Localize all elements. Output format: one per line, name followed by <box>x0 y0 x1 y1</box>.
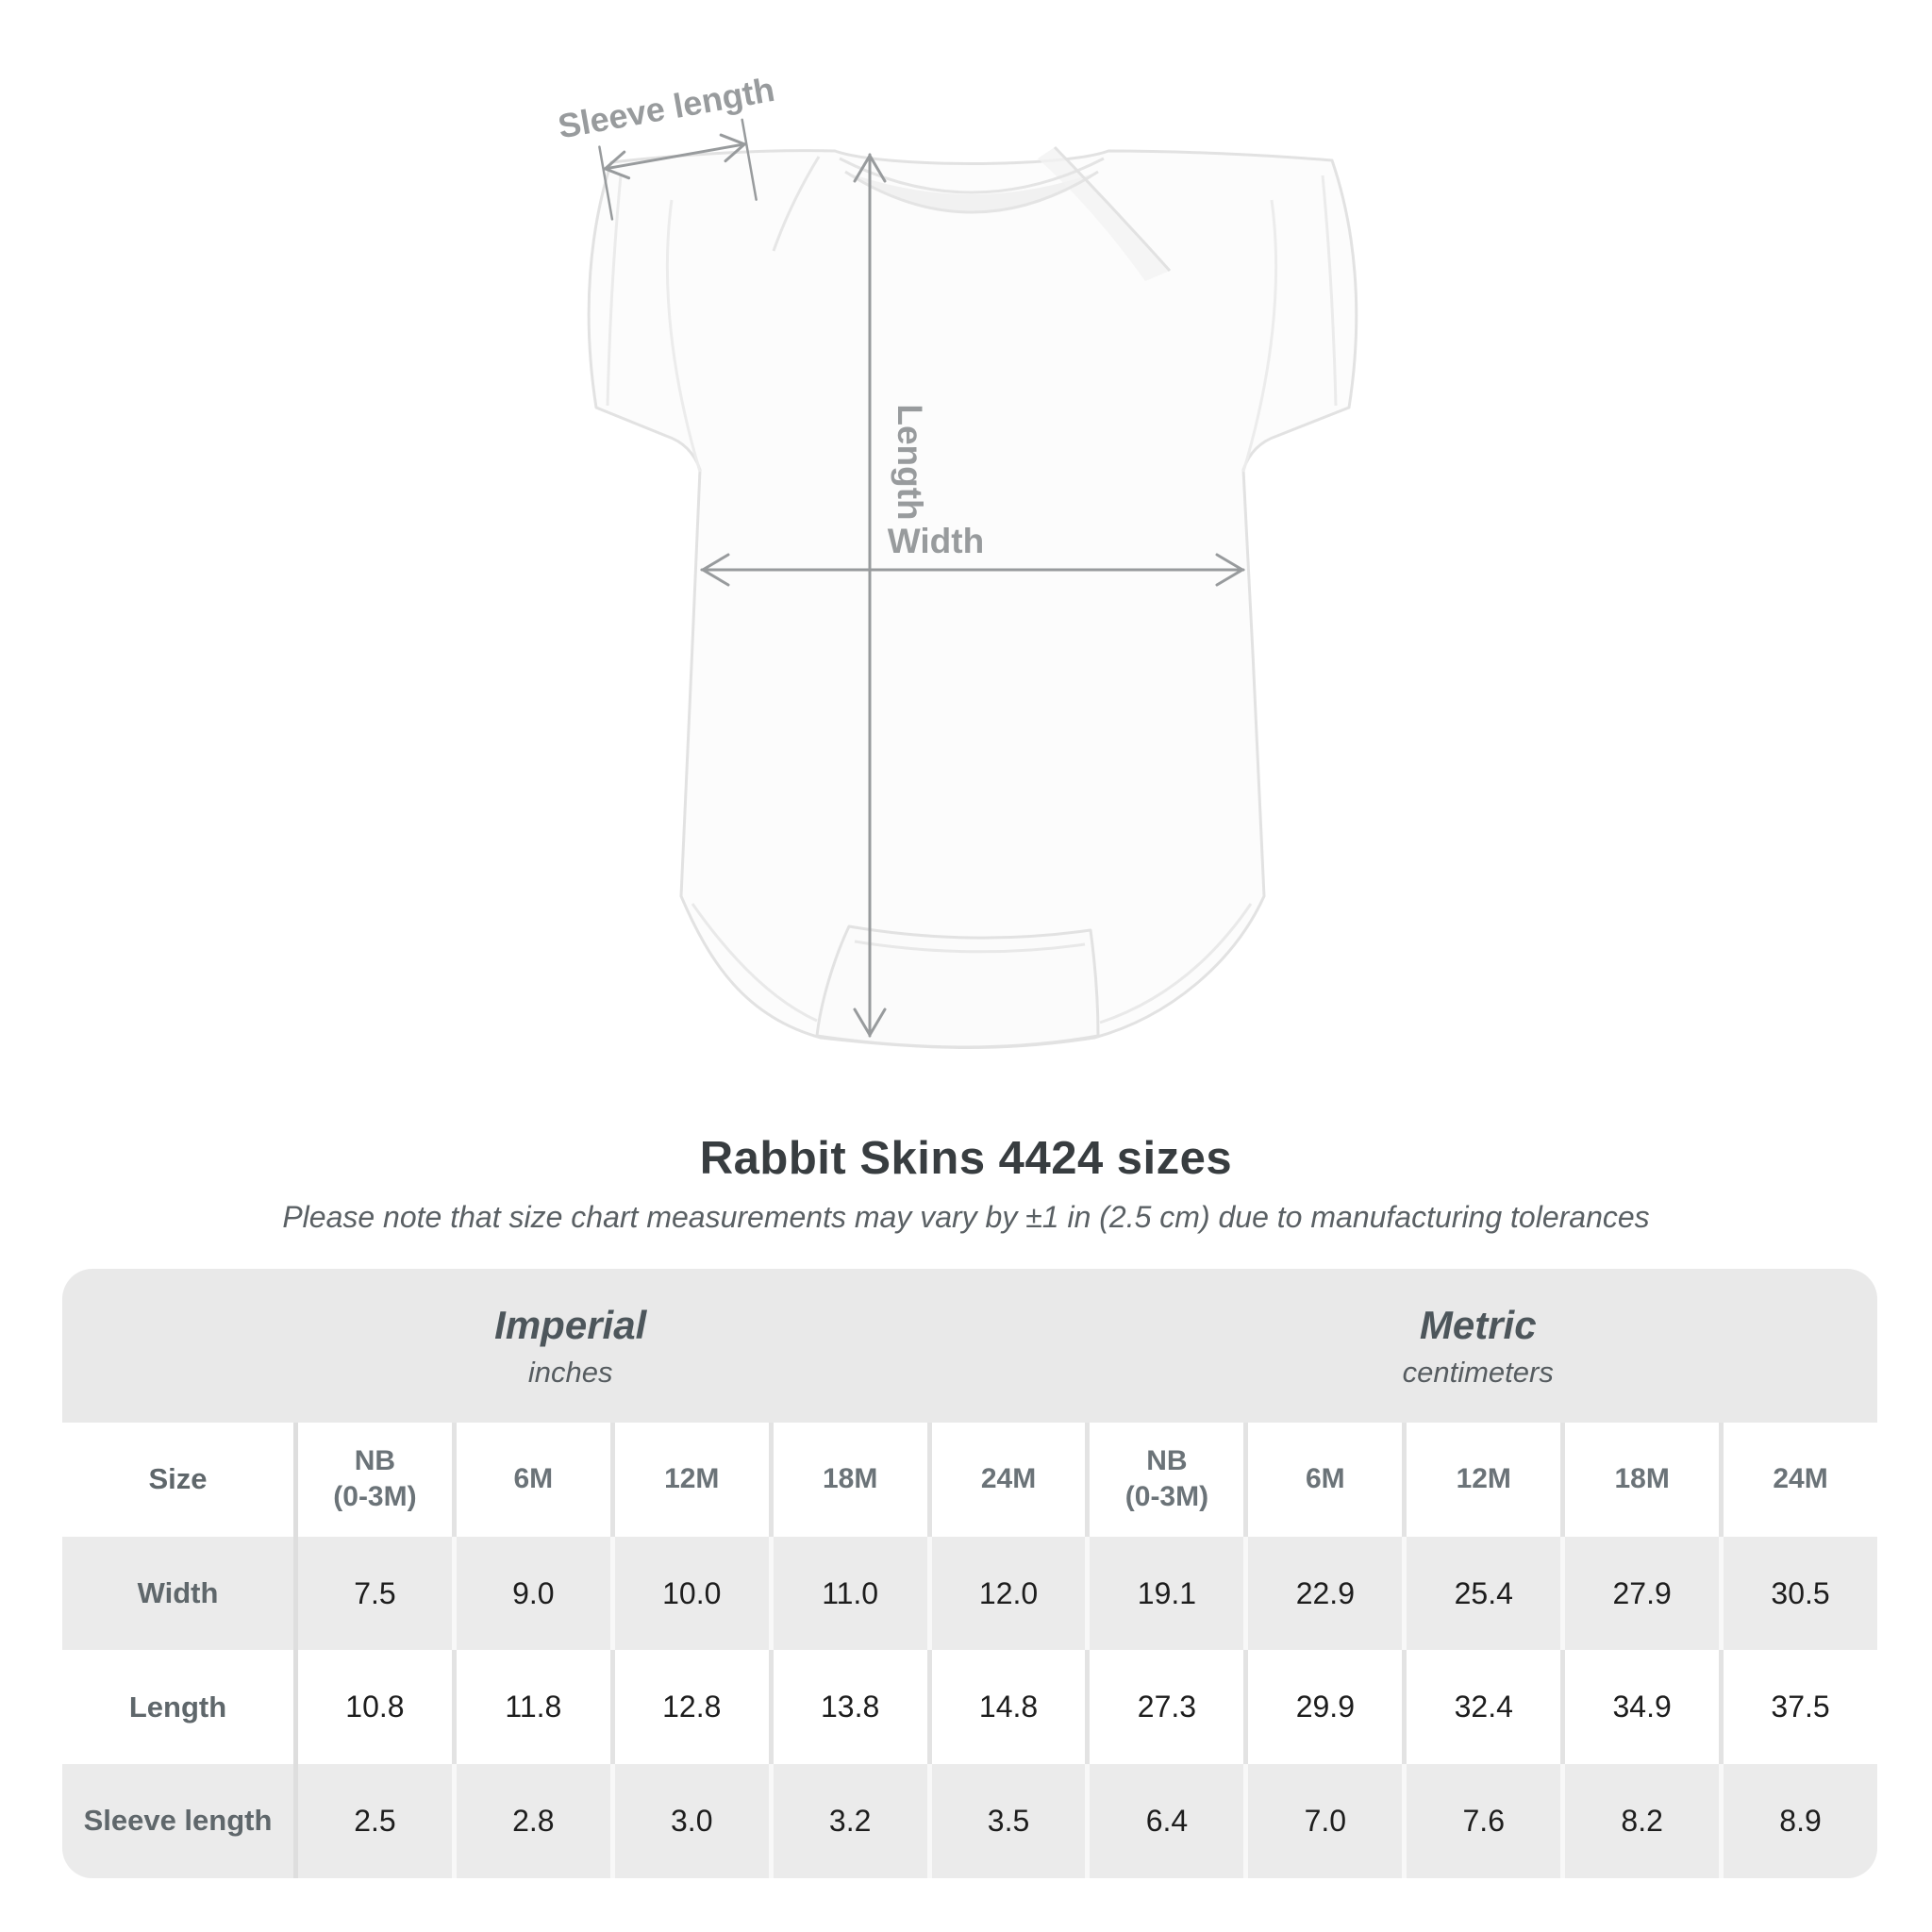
table-cell: 10.8 <box>293 1650 452 1764</box>
row-label: Length <box>128 1690 227 1724</box>
onesie-body <box>589 151 1357 1048</box>
table-cell: 19.1 <box>1085 1537 1243 1651</box>
table-cell: 27.9 <box>1560 1537 1719 1651</box>
table-cell: 30.5 <box>1719 1537 1877 1651</box>
column-header-row <box>62 1423 1877 1537</box>
width-label: Width <box>887 522 985 560</box>
metric-title: Metric <box>1419 1302 1537 1347</box>
col-header-metric-24m <box>1719 1423 1877 1537</box>
col-header-text: NB <box>1146 1445 1188 1477</box>
col-header-imperial-6m <box>452 1423 610 1537</box>
table-row-sleeve-length <box>62 1764 1877 1878</box>
col-header-subtext: (0-3M) <box>333 1481 417 1513</box>
table-cell: 27.3 <box>1085 1650 1243 1764</box>
table-cell: 34.9 <box>1560 1650 1719 1764</box>
col-header-text: 18M <box>822 1463 878 1495</box>
col-header-imperial-18m <box>769 1423 927 1537</box>
col-header-text: NB <box>354 1445 396 1477</box>
onesie-garment <box>589 147 1357 1048</box>
col-header-metric-12m <box>1402 1423 1560 1537</box>
col-header-imperial-nb <box>293 1423 452 1537</box>
col-header-metric-nb <box>1085 1423 1243 1537</box>
table-cell: 11.8 <box>452 1650 610 1764</box>
table-row-length <box>62 1650 1877 1764</box>
table-cell: 12.8 <box>610 1650 769 1764</box>
col-header-metric-6m <box>1243 1423 1402 1537</box>
col-header-imperial-12m <box>610 1423 769 1537</box>
table-cell: 2.5 <box>293 1764 452 1878</box>
col-header-subtext: (0-3M) <box>1124 1481 1209 1513</box>
col-header-text: 24M <box>1773 1463 1828 1495</box>
length-label: Length <box>891 404 929 521</box>
sleeve-label: Sleeve length <box>555 69 778 146</box>
col-header-metric-18m <box>1560 1423 1719 1537</box>
col-header-imperial-24m <box>927 1423 1086 1537</box>
table-cell: 3.0 <box>610 1764 769 1878</box>
table-cell: 22.9 <box>1243 1537 1402 1651</box>
table-cell: 32.4 <box>1402 1650 1560 1764</box>
table-cell: 10.0 <box>610 1537 769 1651</box>
col-header-text: 6M <box>1306 1463 1345 1495</box>
size-header-cell: Size <box>148 1462 208 1496</box>
table-cell: 37.5 <box>1719 1650 1877 1764</box>
imperial-title: Imperial <box>494 1302 647 1347</box>
crotch-flap <box>817 926 1098 1047</box>
table-row-width <box>62 1537 1877 1651</box>
table-cell: 12.0 <box>927 1537 1086 1651</box>
page-title: Rabbit Skins 4424 sizes <box>699 1133 1233 1184</box>
row-label: Width <box>137 1576 219 1610</box>
table-cell: 7.6 <box>1402 1764 1560 1878</box>
table-cell: 6.4 <box>1085 1764 1243 1878</box>
col-header-text: 6M <box>513 1463 554 1495</box>
table-cell: 3.5 <box>927 1764 1086 1878</box>
metric-header <box>1078 1269 1877 1423</box>
table-cell: 25.4 <box>1402 1537 1560 1651</box>
table-cell: 14.8 <box>927 1650 1086 1764</box>
size-chart-table <box>62 1269 1877 1878</box>
col-header-text: 12M <box>664 1463 720 1495</box>
table-cell: 2.8 <box>452 1764 610 1878</box>
page-subtitle: Please note that size chart measurements may vary by ±1 in (2.5 cm) due to manufacturing tolerances <box>282 1200 1650 1234</box>
table-cell: 11.0 <box>769 1537 927 1651</box>
col-header-text: 12M <box>1456 1463 1511 1495</box>
table-cell: 7.0 <box>1243 1764 1402 1878</box>
table-cell: 7.5 <box>293 1537 452 1651</box>
table-cell: 29.9 <box>1243 1650 1402 1764</box>
col-header-text: 24M <box>980 1463 1037 1495</box>
metric-subtitle: centimeters <box>1402 1355 1554 1389</box>
imperial-header <box>62 1269 1078 1423</box>
col-header-text: 18M <box>1614 1463 1670 1495</box>
table-cell: 9.0 <box>452 1537 610 1651</box>
table-cell: 13.8 <box>769 1650 927 1764</box>
table-cell: 3.2 <box>769 1764 927 1878</box>
table-cell: 8.2 <box>1560 1764 1719 1878</box>
table-cell: 8.9 <box>1719 1764 1877 1878</box>
imperial-subtitle: inches <box>527 1355 613 1389</box>
unit-header-band <box>62 1269 1877 1423</box>
row-label: Sleeve length <box>83 1804 273 1838</box>
